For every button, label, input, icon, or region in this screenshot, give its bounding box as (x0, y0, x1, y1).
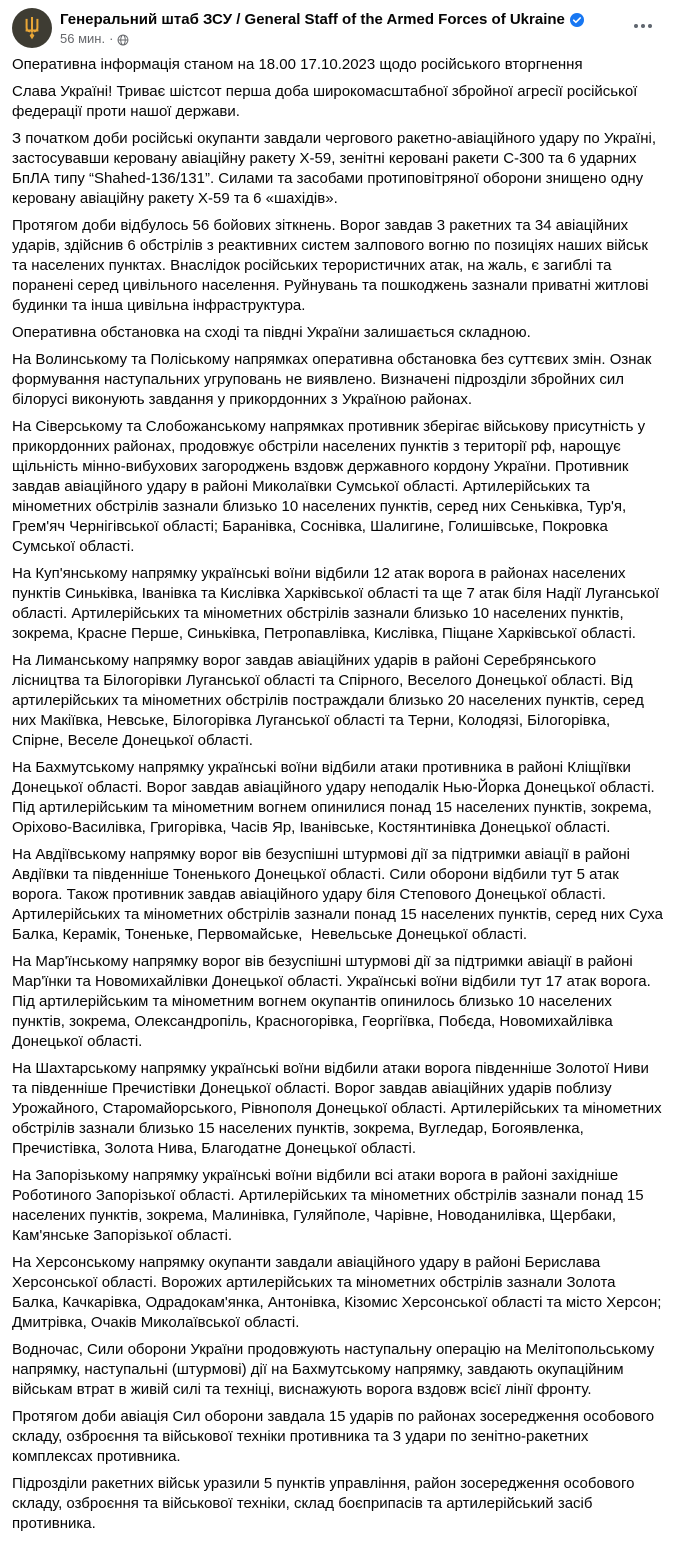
post-paragraph: З початком доби російські окупанти завдали чергового ракетно-авіаційного удару по Україні, застосувавши керовану авіаційну ракету Х-59, зенітні керовані ракети С-300 та 6 ударних БпЛА типу “Shahed-136/131”. Силами та засобами протиповітряної оборони знищено одну керовану авіаційну ракету Х-59 та 6 «шахідів». (12, 130, 661, 207)
ukraine-trident-icon (21, 15, 43, 41)
post-paragraph: Оперативна обстановка на сході та півдні України залишається складною. (12, 324, 531, 341)
timestamp-link[interactable]: 56 мин. (60, 31, 106, 46)
page-name-link[interactable]: Генеральний штаб ЗСУ / General Staff of the Armed Forces of Ukraine (60, 11, 565, 28)
post-paragraph: На Авдіївському напрямку ворог вів безуспішні штурмові дії за підтримки авіації в районі Авдіївки та південніше Тоненького Донецької області. Сили оборони відбили тут 5 атак ворога. Також противник завдав авіаційного удару біля Степового Донецької області. Артилерійських та мінометних обстрілів зазнали понад 15 населених пунктів, серед них Суха Балка, Керамік, Тоненьке, Первомайське, Невельське Донецької області. (12, 846, 668, 943)
more-options-button[interactable] (627, 14, 659, 38)
post-paragraph: На Сіверському та Слобожанському напрямках противник зберігає військову присутність у прикордонних районах, продовжує обстріли населених пунктів з території рф, нарощує щільність мінно-вибухових загороджень вздовж державного кордону України. Противник завдав авіаційного удару в районі Миколаївки Сумської області. Артилерійських та мінометних обстрілів зазнали близько 10 населених пунктів, серед них Сеньківка, Тур'я, Грем'яч Чернігівської області; Баранівка, Соснівка, Шалигине, Голишівське, Покровка Сумської області. (12, 418, 650, 555)
globe-icon (117, 34, 129, 46)
post-header (0, 0, 677, 48)
page-name-row (60, 10, 661, 29)
post-meta-row (60, 31, 661, 47)
post-paragraph: Водночас, Сили оборони України продовжують наступальну операцію на Мелітопольському напрямку, наступальні (штурмові) дії на Бахмутському напрямку, завдають окупаційним військам втрат в живій силі та техніці, виснажують ворога вздовж всієї лінії фронту. (12, 1341, 659, 1398)
three-dots-icon (634, 24, 638, 28)
avatar[interactable] (12, 8, 52, 48)
post-paragraph: На Шахтарському напрямку українські воїни відбили атаки ворога південніше Золотої Ниви та південніше Пречистівки Донецької області. Ворог завдав авіаційних ударів поблизу Урожайного, Старомайорського, Рівнополя Донецької області. Артилерійських та мінометних обстрілів зазнали близько 15 населених пунктів, зокрема, Вугледар, Богоявленка, Пречистівка, Золота Нива, Благодатне Донецької області. (12, 1060, 666, 1157)
post-paragraph: На Херсонському напрямку окупанти завдали авіаційного удару в районі Берислава Херсонської області. Ворожих артилерійських та мінометних обстрілів зазнали Золота Балка, Качкарівка, Одрадокам'янка, Антонівка, Кізомис Херсонської області та місто Херсон; Дмитрівка, Очаків Миколаївської області. (12, 1254, 666, 1331)
post-paragraph: На Бахмутському напрямку українські воїни відбили атаки противника в районі Кліщіївки Донецької області. Ворог завдав авіаційного удару неподалік Нью-Йорка Донецької області. Під артилерійським та мінометним вогнем опинилися понад 15 населених пунктів, зокрема, Оріхово-Василівка, Григорівка, Часів Яр, Іванівське, Костянтинівка Донецької області. (12, 759, 659, 836)
post-paragraph: Підрозділи ракетних військ уразили 5 пунктів управління, район зосередження особового складу, озброєння та військової техніки, склад боєприпасів та артилерійський засіб противника. (12, 1475, 639, 1532)
post-header-text (60, 8, 661, 47)
post-paragraph: Протягом доби авіація Сил оборони завдала 15 ударів по районах зосередження особового складу, озброєння та військової техніки противника та 3 удари по зенітно-ракетних комплексах противника. (12, 1408, 659, 1465)
post-paragraph: На Лиманському напрямку ворог завдав авіаційних ударів в районі Серебрянського лісництва та Білогорівки Луганської області та Спірного, Веселого Донецької області. Від артилерійських та мінометних обстрілів постраждали близько 20 населених пунктів, серед них Макіївка, Невське, Білогорівка Луганської області та Терни, Колодязі, Білогорівка, Спірне, Веселе Донецької області. (12, 652, 648, 749)
post-paragraph: На Мар'їнському напрямку ворог вів безуспішні штурмові дії за підтримки авіації в районі Мар'їнки та Новомихайлівки Донецької області. Українські воїни відбили тут 17 атак ворога. Під артилерійським та мінометним вогнем окупантів опинилось близько 10 населених пунктів, зокрема, Олександропіль, Красногорівка, Георгіївка, Побєда, Новомихайлівка Донецької області. (12, 953, 655, 1050)
post-paragraph: Оперативна інформація станом на 18.00 17.10.2023 щодо російського вторгнення (12, 56, 583, 73)
post-text (0, 48, 677, 1547)
post-paragraph: На Запорізькому напрямку українські воїни відбили всі атаки ворога в районі західніше Роботиного Запорізької області. Артилерійських та мінометних обстрілів зазнали понад 15 населених пунктів, зокрема, Малинівка, Гуляйполе, Чарівне, Новоданилівка, Щербаки, Кам'янське Запорізької області. (12, 1167, 648, 1244)
post-paragraph: Слава Україні! Триває шістсот перша доба широкомасштабної збройної агресії російської федерації проти нашої держави. (12, 83, 642, 120)
verified-badge-icon (570, 13, 584, 27)
post-paragraph: На Волинському та Поліському напрямках оперативна обстановка без суттєвих змін. Ознак формування наступальних угруповань не виявлено. Визначені підрозділи збройних сил білорусі виконують завдання у прикордонних з Україною районах. (12, 351, 656, 408)
meta-separator: · (109, 31, 114, 46)
post-paragraph: На Куп'янському напрямку українські воїни відбили 12 атак ворога в районах населених пунктів Синьківка, Іванівка та Кислівка Харківської області та ще 7 атак біля Надії Луганської області. Артилерійських та мінометних обстрілів зазнали близько 10 населених пунктів, зокрема, Красне Перше, Синьківка, Петропавлівка, Кислівка, Піщане Харківської області. (12, 565, 664, 642)
post-paragraph: Протягом доби відбулось 56 бойових зіткнень. Ворог завдав 3 ракетних та 34 авіаційних ударів, здійснив 6 обстрілів з реактивних систем залпового вогню по позиціях наших військ та населених пунктах. Внаслідок російських терористичних атак, на жаль, є загиблі та поранені серед цивільного населення. Руйнувань та пошкоджень зазнали приватні житлові будинки та інша цивільна інфраструктура. (12, 217, 653, 314)
